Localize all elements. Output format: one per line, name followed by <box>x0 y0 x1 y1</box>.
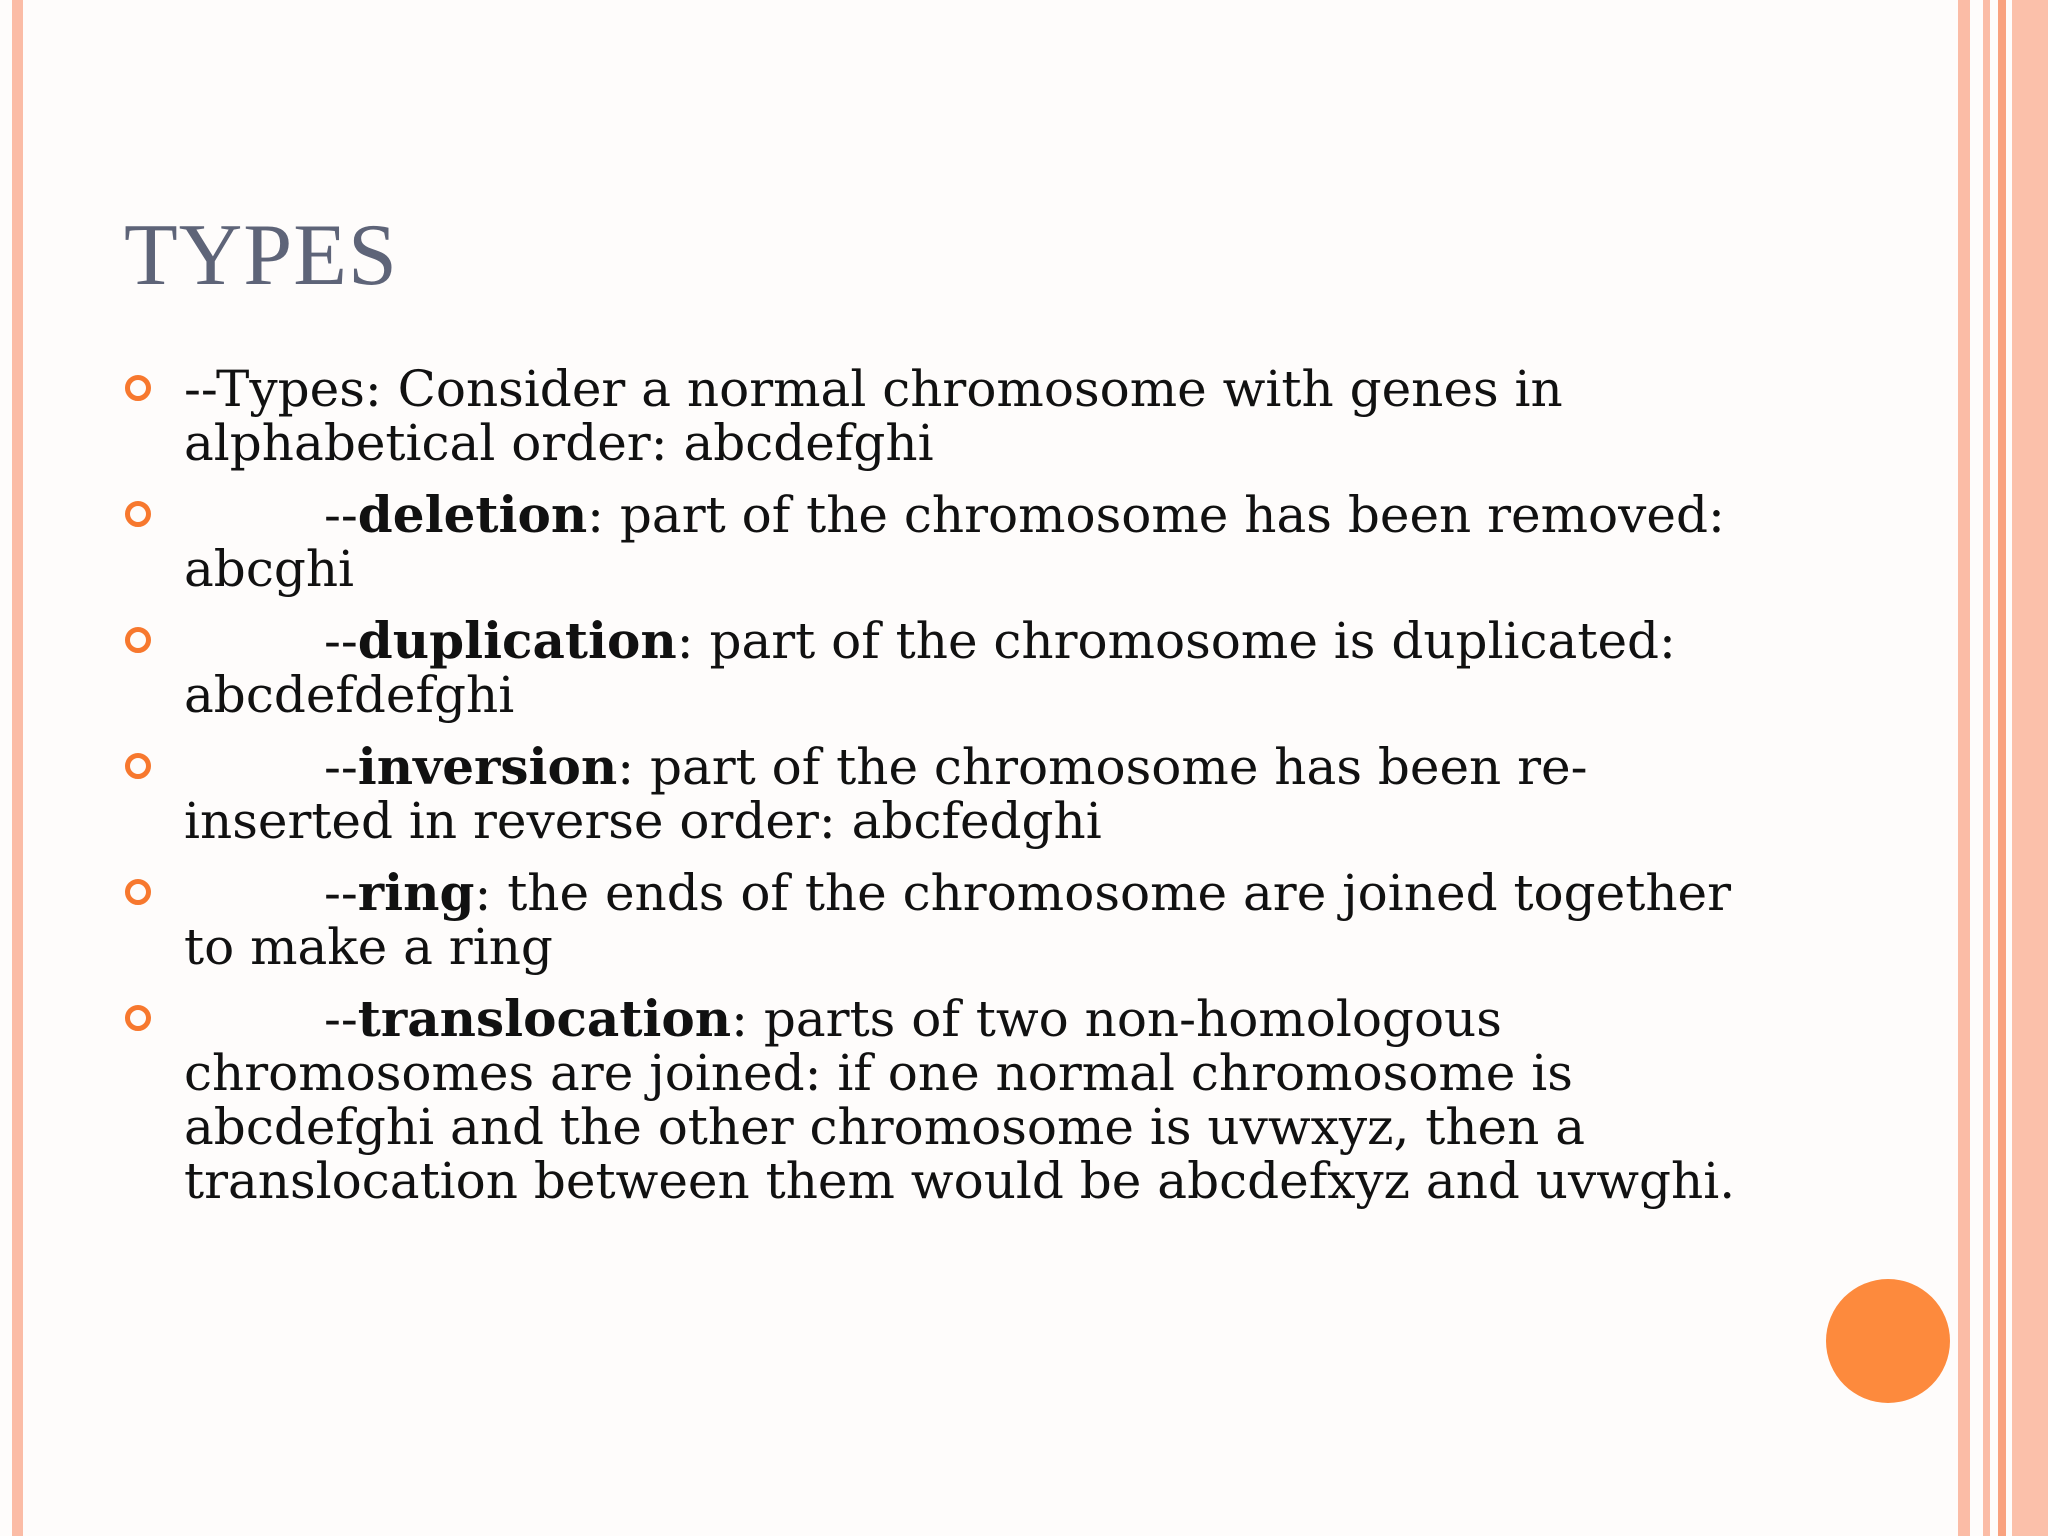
left-border-stripe <box>12 0 23 1536</box>
bullet-text: : parts of two non-homologous chromosomes are joined: if one normal chromosome is abcdefghi and the other chromosome is uvwxyz, then a translocation between them would be abcdefxyz and uvwghi. <box>184 990 1736 1210</box>
bullet-dash: -- <box>324 486 358 544</box>
bullet-duplication <box>184 611 1764 724</box>
term-duplication: duplication <box>357 611 677 670</box>
bullet-deletion <box>184 485 1764 598</box>
bullet-text: : part of the chromosome has been re-inserted in reverse order: abcfedghi <box>184 738 1588 850</box>
bullet-dash: -- <box>324 864 358 922</box>
right-border-stripe-3 <box>1998 0 2006 1536</box>
bullet-text: : the ends of the chromosome are joined together to make a ring <box>184 864 1732 976</box>
ring-bullet-icon <box>125 879 151 905</box>
bullet-ring <box>184 863 1764 976</box>
bullet-types-intro <box>184 362 1764 470</box>
ring-bullet-icon <box>125 627 151 653</box>
bullet-dash: -- <box>324 612 358 670</box>
bullet-text: : part of the chromosome is duplicated: abcdefdefghi <box>184 612 1676 724</box>
right-border-stripe-1 <box>1958 0 1970 1536</box>
ring-bullet-icon <box>125 501 151 527</box>
bullet-text: --Types: Consider a normal chromosome with genes in alphabetical order: abcdefghi <box>184 360 1563 472</box>
ring-bullet-icon <box>125 375 151 401</box>
decorative-orange-circle <box>1826 1279 1950 1403</box>
bullet-text: : part of the chromosome has been removed: abcghi <box>184 486 1725 598</box>
right-border-stripe-4 <box>2012 0 2048 1536</box>
ring-bullet-icon <box>125 753 151 779</box>
ring-bullet-icon <box>125 1005 151 1031</box>
term-translocation: translocation <box>357 989 732 1048</box>
bullet-dash: -- <box>324 738 358 796</box>
term-ring: ring <box>357 863 475 922</box>
slide-title: TYPES <box>124 207 398 304</box>
bullet-list <box>184 362 1764 1226</box>
bullet-dash: -- <box>324 990 358 1048</box>
bullet-translocation <box>184 989 1764 1210</box>
bullet-inversion <box>184 737 1764 850</box>
right-border-stripe-2 <box>1983 0 1990 1536</box>
term-deletion: deletion <box>357 485 588 544</box>
term-inversion: inversion <box>357 737 618 796</box>
